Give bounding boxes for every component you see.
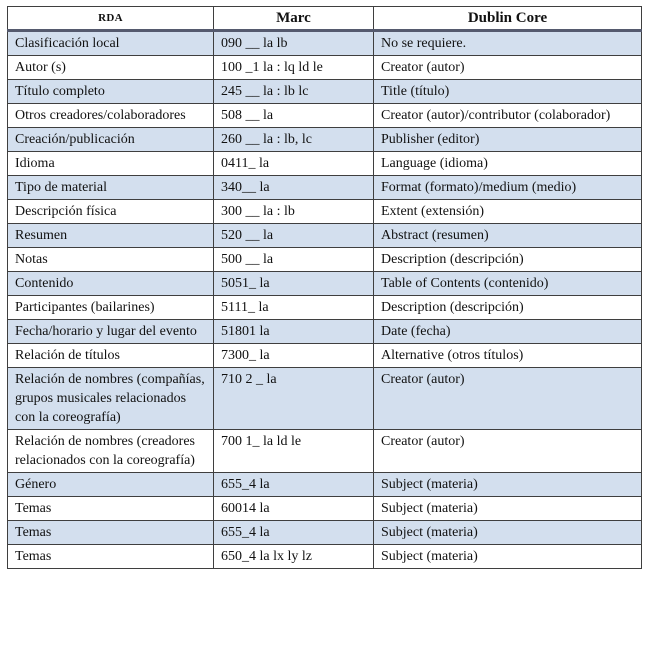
cell-rda: Clasificación local	[8, 31, 214, 56]
table-row	[8, 152, 642, 176]
cell-rda: Notas	[8, 248, 214, 272]
cell-marc: 340__ la	[214, 176, 374, 200]
table-header	[8, 7, 642, 31]
table-row	[8, 104, 642, 128]
table-row	[8, 176, 642, 200]
cell-dublin-core: Language (idioma)	[374, 152, 642, 176]
cell-rda: Relación de nombres (creadores relacionados con la coreografía)	[8, 430, 214, 473]
cell-marc: 655_4 la	[214, 521, 374, 545]
cell-marc: 655_4 la	[214, 473, 374, 497]
cell-dublin-core: Subject (materia)	[374, 521, 642, 545]
cell-rda: Título completo	[8, 80, 214, 104]
table-row	[8, 31, 642, 56]
cell-rda: Temas	[8, 545, 214, 569]
table-row	[8, 521, 642, 545]
cell-marc: 090 __ la lb	[214, 31, 374, 56]
table-row	[8, 545, 642, 569]
header-rda: RDA	[8, 7, 214, 31]
table-row	[8, 430, 642, 473]
cell-rda: Relación de nombres (compañías, grupos musicales relacionados con la coreografía)	[8, 368, 214, 430]
table-row	[8, 344, 642, 368]
document-page	[7, 6, 642, 569]
cell-marc: 500 __ la	[214, 248, 374, 272]
cell-marc: 520 __ la	[214, 224, 374, 248]
cell-rda: Género	[8, 473, 214, 497]
cell-marc: 260 __ la : lb, lc	[214, 128, 374, 152]
cell-rda: Resumen	[8, 224, 214, 248]
header-dublin-core: Dublin Core	[374, 7, 642, 31]
cell-marc: 100 _1 la : lq ld le	[214, 56, 374, 80]
cell-dublin-core: Description (descripción)	[374, 296, 642, 320]
table-row	[8, 200, 642, 224]
mapping-table	[7, 6, 642, 569]
cell-marc: 0411_ la	[214, 152, 374, 176]
table-row	[8, 128, 642, 152]
cell-dublin-core: Description (descripción)	[374, 248, 642, 272]
cell-dublin-core: Creator (autor)	[374, 430, 642, 473]
cell-rda: Otros creadores/colaboradores	[8, 104, 214, 128]
cell-marc: 700 1_ la ld le	[214, 430, 374, 473]
cell-dublin-core: Extent (extensión)	[374, 200, 642, 224]
cell-dublin-core: Format (formato)/medium (medio)	[374, 176, 642, 200]
cell-marc: 5051_ la	[214, 272, 374, 296]
cell-dublin-core: Publisher (editor)	[374, 128, 642, 152]
cell-marc: 300 __ la : lb	[214, 200, 374, 224]
cell-rda: Creación/publicación	[8, 128, 214, 152]
header-marc: Marc	[214, 7, 374, 31]
table-row	[8, 224, 642, 248]
table-row	[8, 248, 642, 272]
table-row	[8, 497, 642, 521]
cell-dublin-core: Abstract (resumen)	[374, 224, 642, 248]
cell-marc: 60014 la	[214, 497, 374, 521]
table-row	[8, 272, 642, 296]
cell-marc: 5111_ la	[214, 296, 374, 320]
table-body	[8, 31, 642, 569]
cell-rda: Tipo de material	[8, 176, 214, 200]
cell-marc: 508 __ la	[214, 104, 374, 128]
cell-dublin-core: Date (fecha)	[374, 320, 642, 344]
cell-rda: Contenido	[8, 272, 214, 296]
cell-rda: Fecha/horario y lugar del evento	[8, 320, 214, 344]
cell-marc: 650_4 la lx ly lz	[214, 545, 374, 569]
table-row	[8, 368, 642, 430]
cell-dublin-core: Creator (autor)/contributor (colaborador)	[374, 104, 642, 128]
cell-marc: 245 __ la : lb lc	[214, 80, 374, 104]
table-row	[8, 56, 642, 80]
cell-rda: Descripción física	[8, 200, 214, 224]
cell-rda: Autor (s)	[8, 56, 214, 80]
header-row	[8, 7, 642, 31]
cell-dublin-core: Subject (materia)	[374, 497, 642, 521]
cell-dublin-core: Subject (materia)	[374, 473, 642, 497]
cell-marc: 710 2 _ la	[214, 368, 374, 430]
cell-dublin-core: Creator (autor)	[374, 368, 642, 430]
cell-rda: Temas	[8, 497, 214, 521]
cell-marc: 51801 la	[214, 320, 374, 344]
cell-rda: Idioma	[8, 152, 214, 176]
cell-rda: Participantes (bailarines)	[8, 296, 214, 320]
cell-dublin-core: Table of Contents (contenido)	[374, 272, 642, 296]
cell-dublin-core: Title (título)	[374, 80, 642, 104]
table-row	[8, 473, 642, 497]
cell-rda: Temas	[8, 521, 214, 545]
cell-dublin-core: No se requiere.	[374, 31, 642, 56]
cell-dublin-core: Alternative (otros títulos)	[374, 344, 642, 368]
table-row	[8, 296, 642, 320]
cell-marc: 7300_ la	[214, 344, 374, 368]
cell-dublin-core: Subject (materia)	[374, 545, 642, 569]
cell-rda: Relación de títulos	[8, 344, 214, 368]
table-row	[8, 320, 642, 344]
table-row	[8, 80, 642, 104]
cell-dublin-core: Creator (autor)	[374, 56, 642, 80]
